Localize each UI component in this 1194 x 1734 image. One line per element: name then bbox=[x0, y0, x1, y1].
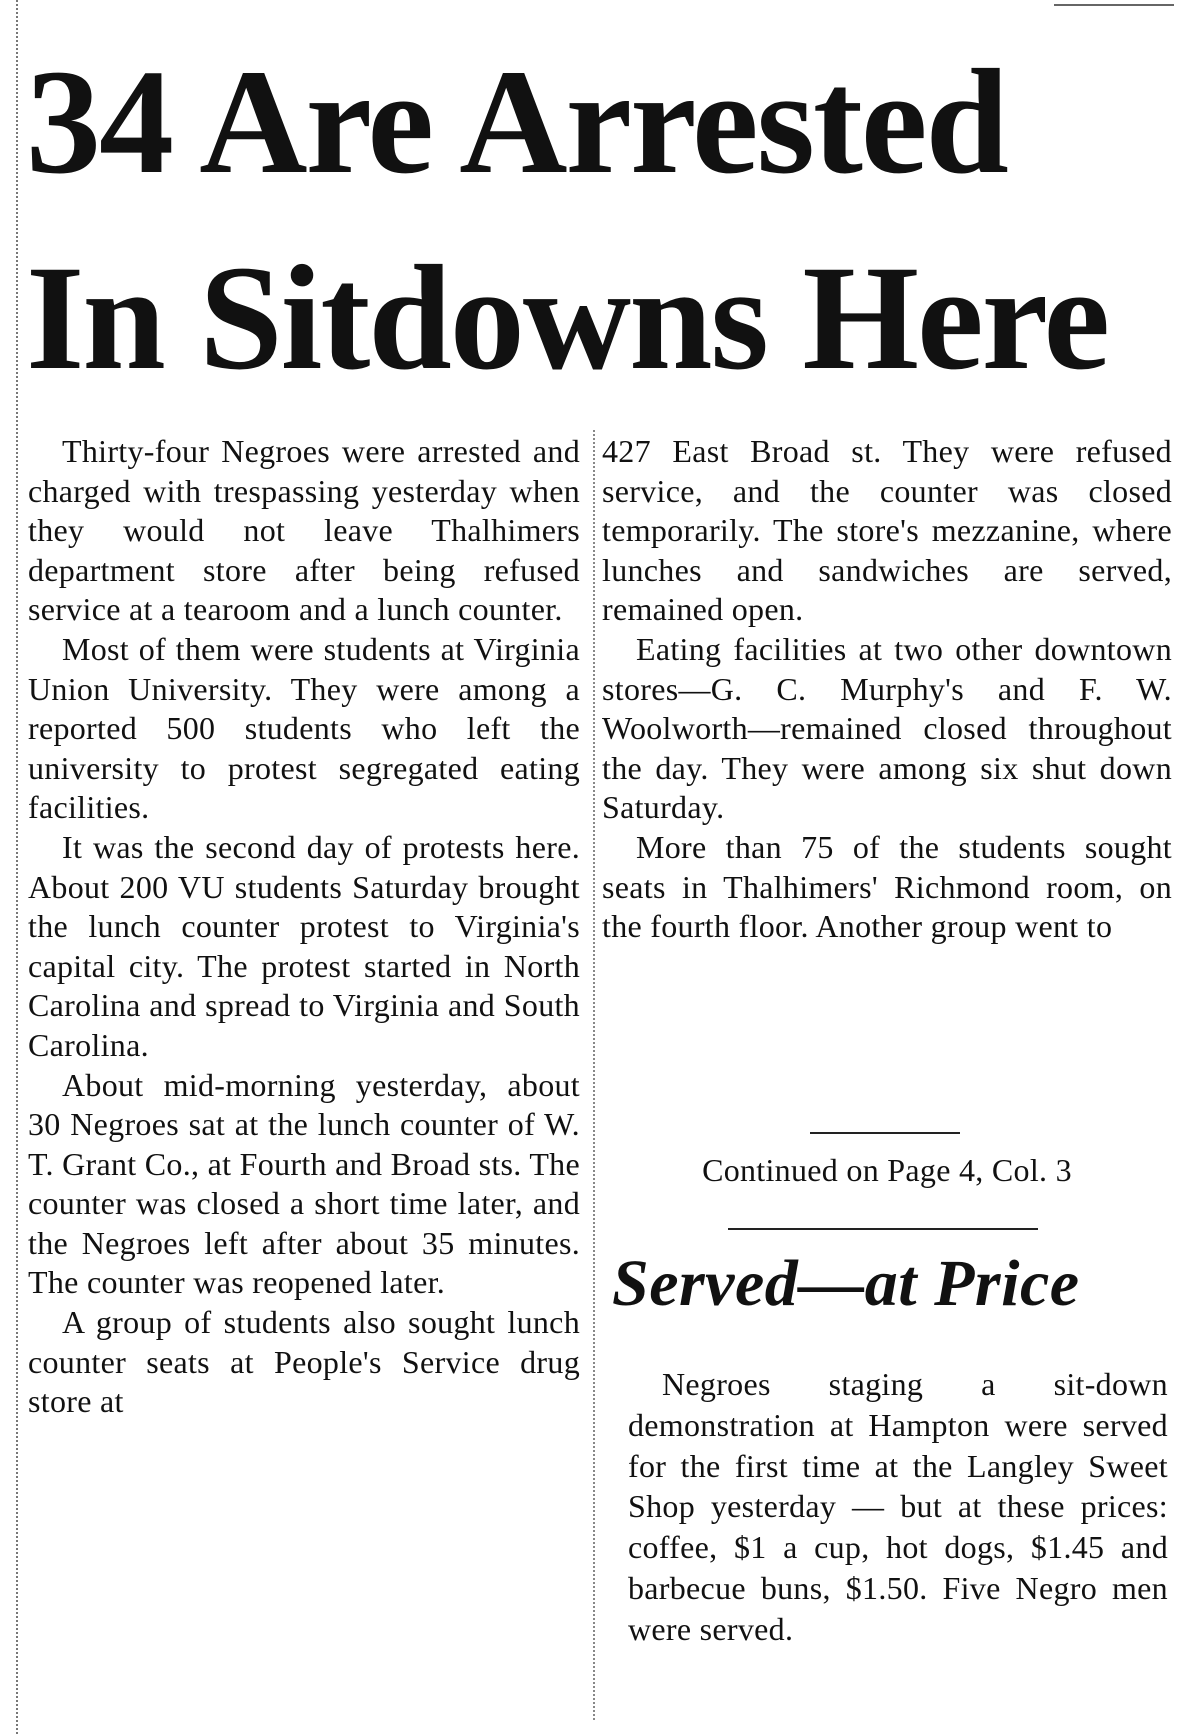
sidebar-body bbox=[628, 1364, 1168, 1650]
article-left-column bbox=[28, 432, 580, 1422]
left-edge-rule bbox=[16, 0, 18, 1734]
article-paragraph: 427 East Broad st. They were refused service, and the counter was closed temporarily. The store's mezzanine, where lunches and sandwiches are served, remained open. bbox=[602, 433, 1172, 628]
headline bbox=[26, 24, 1126, 416]
sidebar-rule bbox=[728, 1228, 1038, 1230]
article-right-column bbox=[602, 432, 1172, 947]
column-divider bbox=[593, 430, 595, 1720]
article-paragraph: Most of them were students at Virginia Union University. They were among a reported 500 students who left the university to protest segregated eating facilities. bbox=[28, 630, 580, 826]
article-paragraph: A group of students also sought lunch counter seats at People's Service drug store at bbox=[28, 1304, 580, 1420]
headline-line-1: 34 Are Arrested bbox=[26, 39, 1007, 205]
continued-note: Continued on Page 4, Col. 3 bbox=[702, 1152, 1072, 1188]
article-paragraph: It was the second day of protests here. About 200 VU students Saturday brought the lunch counter protest to Virginia's capital city. The protest started in North Carolina and spread to Virginia and South Carolina. bbox=[28, 828, 580, 1063]
article-paragraph: About mid-morning yesterday, about 30 Negroes sat at the lunch counter of W. T. Grant Co., at Fourth and Broad sts. The counter was closed a short time later, and the Negroes left after about 35 minutes. The counter was reopened later. bbox=[28, 1066, 580, 1301]
article-paragraph: Eating facilities at two other downtown stores—G. C. Murphy's and F. W. Woolworth—remained closed throughout the day. They were among six shut down Saturday. bbox=[602, 630, 1172, 826]
sidebar-paragraph: Negroes staging a sit-down demonstration at Hampton were served for the first time at the Langley Sweet Shop yesterday — but at these prices: coffee, $1 a cup, hot dogs, $1.45 and barbecue buns, $1.50. Five Negro men were served. bbox=[628, 1366, 1168, 1647]
continued-rule bbox=[810, 1132, 960, 1134]
sidebar-title: Served—at Price bbox=[612, 1247, 1080, 1320]
headline-line-2: In Sitdowns Here bbox=[26, 235, 1109, 401]
article-paragraph: Thirty-four Negroes were arrested and charged with trespassing yesterday when they would not leave Thalhimers department store after being refused service at a tearoom and a lunch counter. bbox=[28, 433, 580, 628]
article-paragraph: More than 75 of the students sought seats in Thalhimers' Richmond room, on the fourth floor. Another group went to bbox=[602, 828, 1172, 945]
top-edge-mark bbox=[1054, 4, 1174, 6]
